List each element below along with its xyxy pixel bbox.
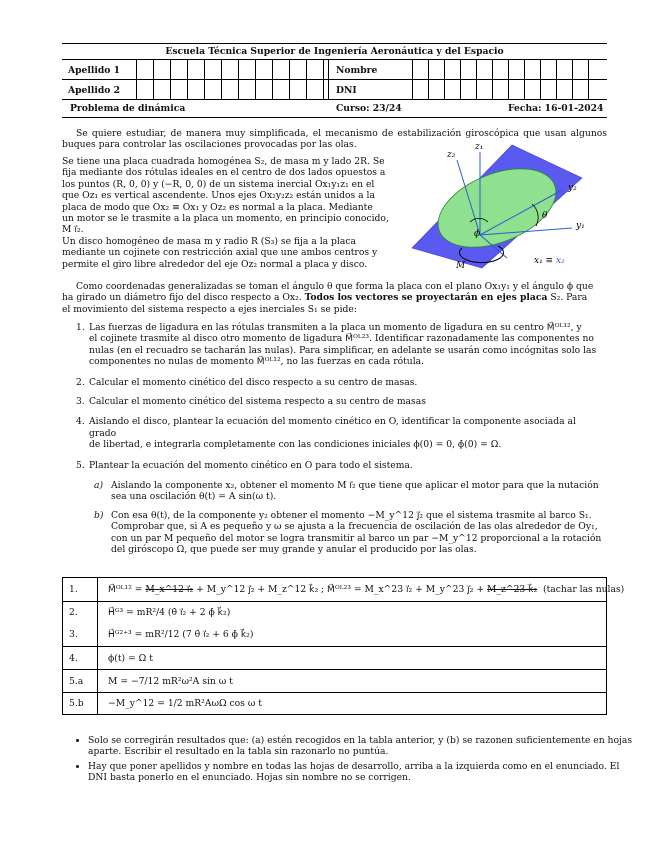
fecha: Fecha: 16-01-2024 <box>508 103 604 114</box>
dni-label: DNI <box>336 85 357 96</box>
answer-row-5b: 5.b −M_y^12 = 1/2 mR²AωΩ cos ω t <box>69 698 262 709</box>
phi-label: ϕ <box>474 229 481 239</box>
z2-label: z₂ <box>447 150 456 160</box>
answer-table <box>62 577 625 715</box>
coordinates-paragraph: Como coordenadas generalizadas se toman el ángulo θ que forma la placa con el plano Ox₁y₁ y el ángulo ϕ que ha girado un diámetro fijo del disco respecto a Ox₂. Todos los vectores se proyectarán en ejes placa S₂. Para el movimiento del sistema respecto a ejes inerciales S₁ se pide: <box>62 281 594 315</box>
nombre-label: Nombre <box>336 65 378 76</box>
question-5: 5. Plantear la ecuación del momento cinético en O para todo el sistema. <box>76 459 413 471</box>
question-2: 2. Calcular el momento cinético del disco respecto a su centro de masas. <box>76 376 418 388</box>
answer-row-3: 3. H⃗ᴳ²⁺³ = mR²/12 (7 θ̇ i⃗₂ + 6 ϕ̇ k⃗₂) <box>63 623 606 647</box>
x2-label: x₂ <box>555 256 565 266</box>
question-3: 3. Calcular el momento cinético del sistema respecto a su centro de masas <box>76 396 426 408</box>
question-1: 1. Las fuerzas de ligadura en las rótulas transmiten a la placa un momento de ligadura en su centro M⃗ᴼᴸ¹², y el cojinete trasmite al disco otro momento de ligadura M⃗ᴼᴸ²³. Identificar razonadamente las componentes no nulas (en el recuadro se tacharán las nulas). Para simplificar, en adelante se usarán como incógnitas solo las componentes no nulas de momento M⃗ᴼᴸ¹², no las fuerzas en cada rótula. <box>76 322 597 368</box>
apellido2-label: Apellido 2 <box>68 85 121 96</box>
description-paragraph: Se tiene una placa cuadrada homogénea S₂, de masa m y lado 2R. Se fija mediante dos rótulas ideales en el centro de dos lados opuestos a los puntos (R, 0, 0) y (−R, 0, 0) de un sistema inercial Ox₁y₁z₁ en el que Oz₁ es vertical ascendente. Unos ejes Ox₂y₂z₂ están unidos a la placa de modo que Ox₂ ≡ Ox₁ y Oz₂ es normal a la placa. Mediante un motor se le trasmite a la placa un momento, en principio conocido, M i⃗₂. Un disco homogéneo de masa m y radio R (S₃) se fija a la placa mediante un cojinete con restricción axial que une ambos centros y permite el giro libre alrededor del eje Oz₂ normal a placa y disco. <box>62 156 389 270</box>
question-4: 4. Aislando el disco, plantear la ecuación del momento cinético en O, identificar la componente asociada al grado de libertad, e integrarla completamente con las condiciones iniciales ϕ(0) = 0, ϕ̇(0) = Ω. <box>76 416 576 451</box>
note-2: • Hay que poner apellidos y nombre en todas las hojas de desarrollo, arriba a la izquierda como en el enunciado. El DNI basta ponerlo en el enunciado. Hojas sin nombre no se corrigen. <box>88 761 633 784</box>
note-1: • Solo se corregirán resultados que: (a) estén recogidos en la tabla anterior, y (b) se razonen suficientemente en hojas aparte. Escribir el resultado en la tabla sin razonarlo no puntúa. <box>88 735 633 758</box>
school-name: Escuela Técnica Superior de Ingeniería Aeronáutica y del Espacio <box>165 46 504 57</box>
svg-text:x₁ ≡ x₂ <box>534 256 565 266</box>
apellido1-label: Apellido 1 <box>68 65 121 76</box>
answer-row-4: 4. ϕ(t) = Ω t <box>63 647 606 670</box>
m-label: M <box>456 261 466 270</box>
x1-label: x₁ ≡ <box>534 256 556 266</box>
notes-list <box>62 735 633 787</box>
y2-label: y₂ <box>568 183 577 193</box>
curso: Curso: 23/24 <box>336 103 402 114</box>
theta-label: θ <box>542 211 548 221</box>
gyroscope-figure <box>392 140 607 270</box>
z1-label: z₁ <box>475 142 484 152</box>
answer-row-5a: 5.a M = −7/12 mR²ω²A sin ω t <box>63 670 606 693</box>
y1-label: y₁ <box>576 221 585 231</box>
answer-row-2: 2. H⃗ᴳ³ = mR²/4 (θ̇ i⃗₂ + 2 ϕ̇ k⃗₂) <box>69 607 231 618</box>
struck-mx12: M_x^12 i⃗₂ <box>145 584 194 595</box>
answer-row-1: 1. M⃗ᴼᴸ¹² = M_x^12 i⃗₂ + M_y^12 j⃗₂ + M_z^12 k⃗₂ ; M⃗ᴼᴸ²³ = M_x^23 i⃗₂ + M_y^23 j⃗₂ + M_z^23 k⃗₂ (tachar las nulas) <box>63 578 606 602</box>
struck-mz23: M_z^23 k⃗₂ <box>487 584 538 595</box>
question-5b: b) Con esa θ(t), de la componente y₂ obtener el momento −M_y^12 j⃗₂ que el sistema trasmite al barco S₁. Comprobar que, si A es pequeño y ω se ajusta a la frecuencia de oscilación de las olas alrededor de Oy₁, con un par M pequeño del motor se logra transmitir al barco un par −M_y^12 proporcional a la rotación del giróscopo Ω, que puede ser muy grande y anular el producido por las olas. <box>94 509 602 556</box>
intro-paragraph: Se quiere estudiar, de manera muy simplificada, el mecanismo de estabilización giroscópica que usan algunos buques para controlar las oscilaciones provocadas por las olas. <box>62 128 607 151</box>
problem-title: Problema de dinámica <box>70 103 186 114</box>
questions-list <box>76 322 604 556</box>
question-5a: a) Aislando la componente x₂, obtener el momento M i⃗₂ que tiene que aplicar el motor para que la nutación sea una oscilación θ(t) = A sin(ω t). <box>94 480 599 503</box>
